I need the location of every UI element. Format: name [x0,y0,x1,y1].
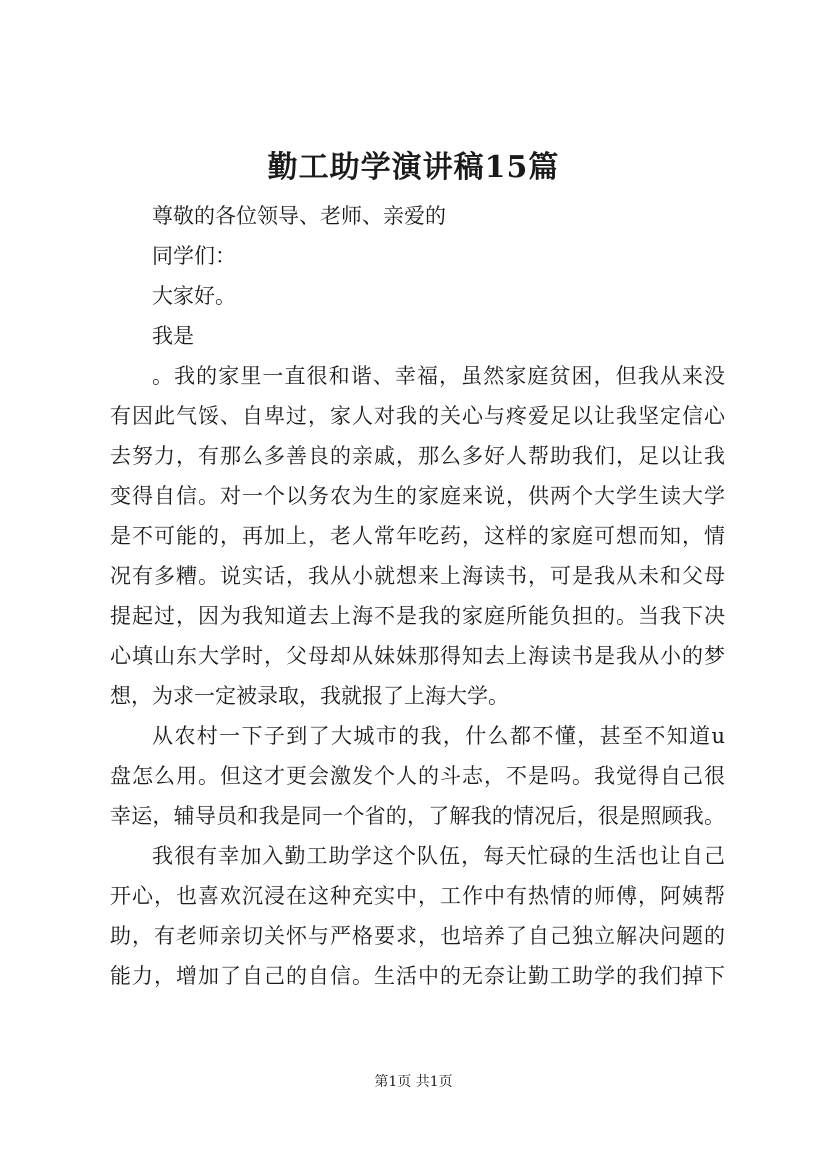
body-text-line: 我很有幸加入勤工助学这个队伍，每天忙碌的生活也让自己 [152,844,725,868]
body-text-line: 同学们： [152,244,236,268]
body-text-line: 我是 [152,324,194,348]
body-text-line: 盘怎么用。但这才更会激发个人的斗志，不是吗。我觉得自己很 [110,764,725,788]
body-text-line: 是不可能的，再加上，老人常年吃药，这样的家庭可想而知，情 [110,524,725,548]
page-number: 第1页 共1页 [374,1074,453,1090]
body-text-line: 能力，增加了自己的自信。生活中的无奈让勤工助学的我们掉下 [110,964,725,988]
document-title: 勤工助学演讲稿15篇 [267,150,560,185]
body-text-line: 大家好。 [152,284,236,308]
body-text-line: 幸运，辅导员和我是同一个省的，了解我的情况后，很是照顾我。 [110,804,725,828]
body-text-line: 从农村一下子到了大城市的我，什么都不懂，甚至不知道u [152,724,725,748]
document-body [110,196,725,996]
body-text-line: 尊敬的各位领导、老师、亲爱的 [152,204,446,228]
body-text-line: 助，有老师亲切关怀与严格要求，也培养了自己独立解决问题的 [110,924,725,948]
body-text-line: 提起过，因为我知道去上海不是我的家庭所能负担的。当我下决 [110,604,725,628]
body-text-line: 心填山东大学时，父母却从妹妹那得知去上海读书是我从小的梦 [110,644,725,668]
body-text-line: 有因此气馁、自卑过，家人对我的关心与疼爱足以让我坚定信心 [110,404,725,428]
body-text-line: 况有多糟。说实话，我从小就想来上海读书，可是我从未和父母 [110,564,725,588]
body-text-line: 变得自信。对一个以务农为生的家庭来说，供两个大学生读大学 [110,484,725,508]
body-text-line: 开心，也喜欢沉浸在这种充实中，工作中有热情的师傅，阿姨帮 [110,884,725,908]
body-text-line: 想，为求一定被录取，我就报了上海大学。 [110,684,509,708]
body-text-line: 去努力，有那么多善良的亲戚，那么多好人帮助我们，足以让我 [110,444,725,468]
body-text-line: 。我的家里一直很和谐、幸福，虽然家庭贫困，但我从来没 [152,364,725,388]
